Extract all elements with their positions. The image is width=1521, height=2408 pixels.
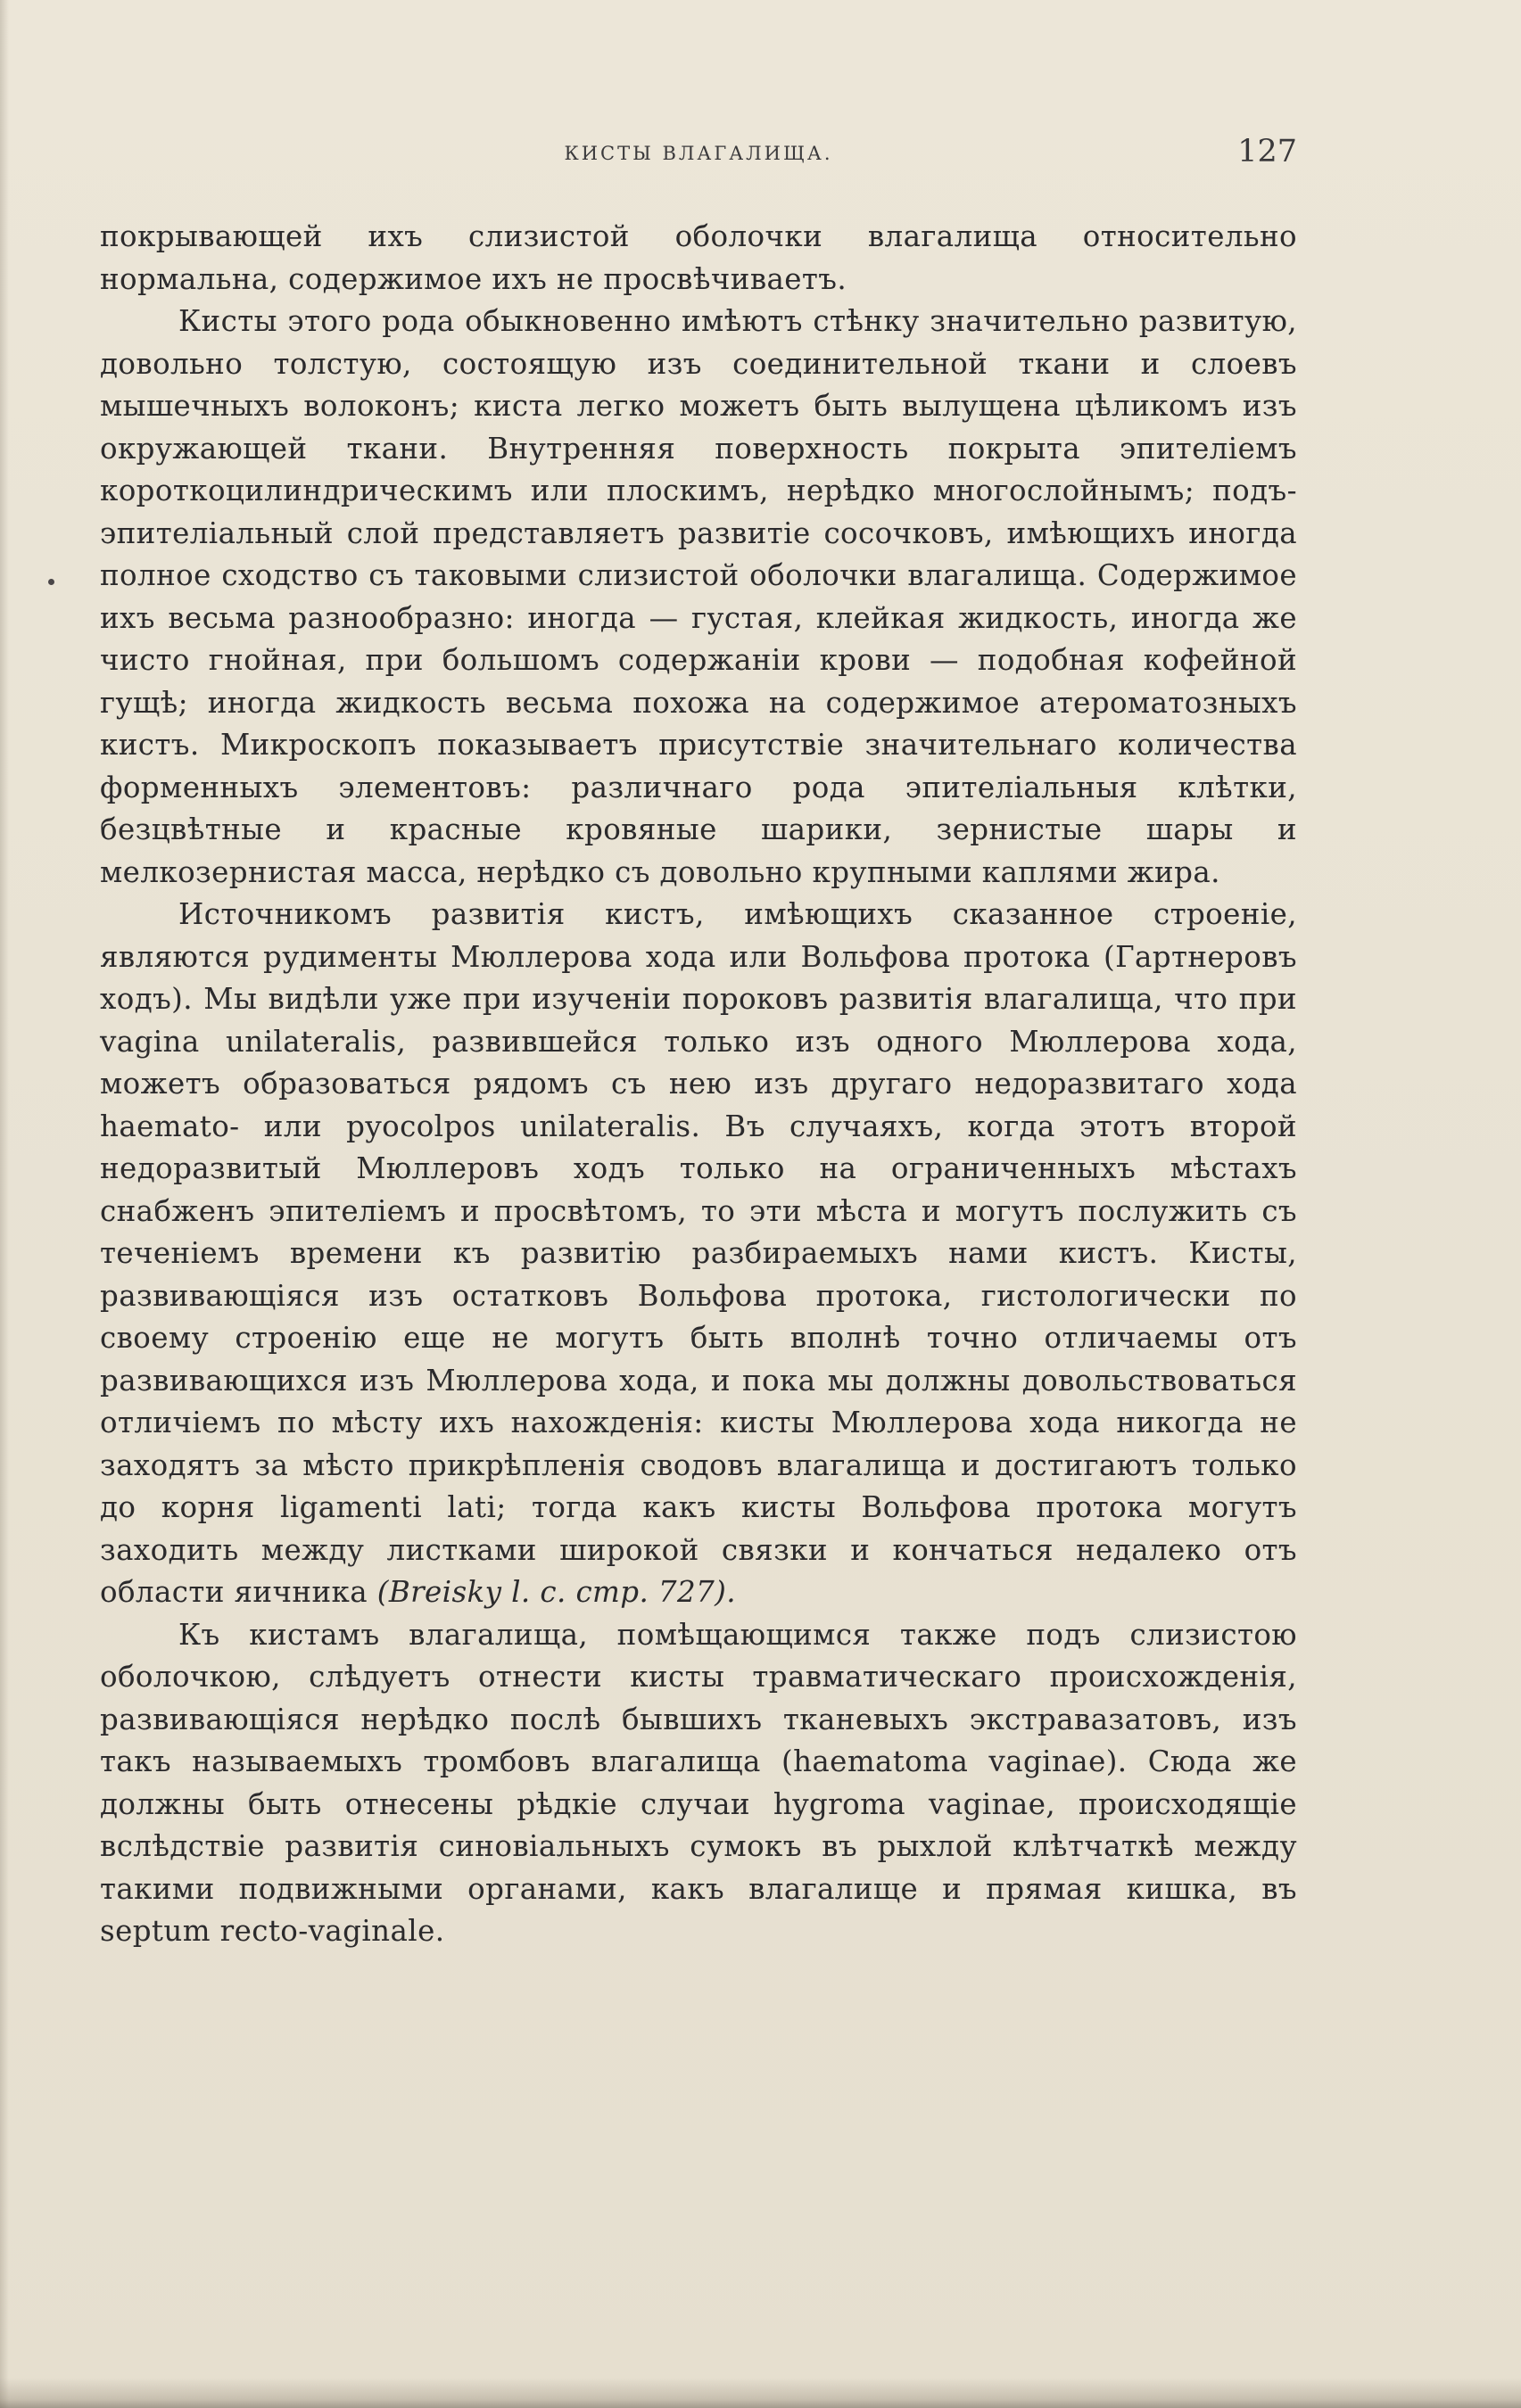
margin-mark xyxy=(48,579,54,585)
citation: (Breisky l. c. стр. 727). xyxy=(376,1575,736,1609)
page-header xyxy=(100,134,1297,177)
body-text xyxy=(100,216,1297,1953)
page-number: 127 xyxy=(1237,134,1297,169)
paragraph-continuation: покрывающей ихъ слизистой оболочки влагалища относительно нормальна, содержимое ихъ не просвѣчиваетъ. xyxy=(100,219,1297,296)
paragraph-cyst-origin-text: Источникомъ развитія кистъ, имѣющихъ сказанное строеніе, являются рудименты Мюллерова хода или Вольфова протока (Гартнеровъ ходъ). Мы видѣли уже при изученіи пороковъ развитія влагалища, что при vagina unilateralis, развившейся только изъ одного Мюллерова хода, можетъ образоваться рядомъ съ нею изъ другаго недоразвитаго хода haemato- или pyocolpos unilateralis. Въ случаяхъ, когда этотъ второй недоразвитый Мюллеровъ ходъ только на ограниченныхъ мѣстахъ снабженъ эпителіемъ и просвѣтомъ, то эти мѣста и могутъ послужить съ теченіемъ времени къ развитію разбираемыхъ нами кистъ. Кисты, развивающіяся изъ остатковъ Вольфова протока, гистологически по своему строенію еще не могутъ быть вполнѣ точно отличаемы отъ развивающихся изъ Мюллерова хода, и пока мы должны довольствоваться отличіемъ по мѣсту ихъ нахожденія: кисты Мюллерова хода никогда не заходятъ за мѣсто прикрѣпленія сводовъ влагалища и достигаютъ только до корня ligamenti lati; тогда какъ кисты Вольфова протока могутъ заходить между листками широкой связки и кончаться недалеко отъ области яичника xyxy=(100,897,1297,1609)
paragraph-traumatic-cysts: Къ кистамъ влагалища, помѣщающимся также подъ слизистою оболочкою, слѣдуетъ отнести кисты травматическаго происхожденія, развивающіяся нерѣдко послѣ бывшихъ тканевыхъ экстравазатовъ, изъ такъ называемыхъ тромбовъ влагалища (haematoma vaginae). Сюда же должны быть отнесены рѣдкіе случаи hygroma vaginae, происходящіе вслѣдствіе развитія синовіальныхъ сумокъ въ рыхлой клѣтчаткѣ между такими подвижными органами, какъ влагалище и прямая кишка, въ septum recto-vaginale. xyxy=(100,1617,1297,1948)
page-edge-shadow xyxy=(0,0,9,2408)
page-bottom-shadow xyxy=(0,2378,1521,2408)
paragraph-cyst-structure: Кисты этого рода обыкновенно имѣютъ стѣнку значительно развитую, довольно толстую, состоящую изъ соединительной ткани и слоевъ мышечныхъ волоконъ; киста легко можетъ быть вылущена цѣликомъ изъ окружающей ткани. Внутренняя поверхность покрыта эпителіемъ короткоцилиндрическимъ или плоскимъ, нерѣдко многослойнымъ; подъ-эпителіальный слой представляетъ развитіе сосочковъ, имѣющихъ иногда полное сходство съ таковыми слизистой оболочки влагалища. Содержимое ихъ весьма разнообразно: иногда — густая, клейкая жидкость, иногда же чисто гнойная, при большомъ содержаніи крови — подобная кофейной гущѣ; иногда жидкость весьма похожа на содержимое атероматозныхъ кистъ. Микроскопъ показываетъ присутствіе значительнаго количества форменныхъ элементовъ: различнаго рода эпителіальныя клѣтки, безцвѣтные и красные кровяные шарики, зернистые шары и мелкозернистая масса, нерѣдко съ довольно крупными каплями жира. xyxy=(100,304,1297,889)
paragraph-cyst-origin xyxy=(100,894,1297,1614)
running-title: КИСТЫ ВЛАГАЛИЩА. xyxy=(564,143,833,164)
